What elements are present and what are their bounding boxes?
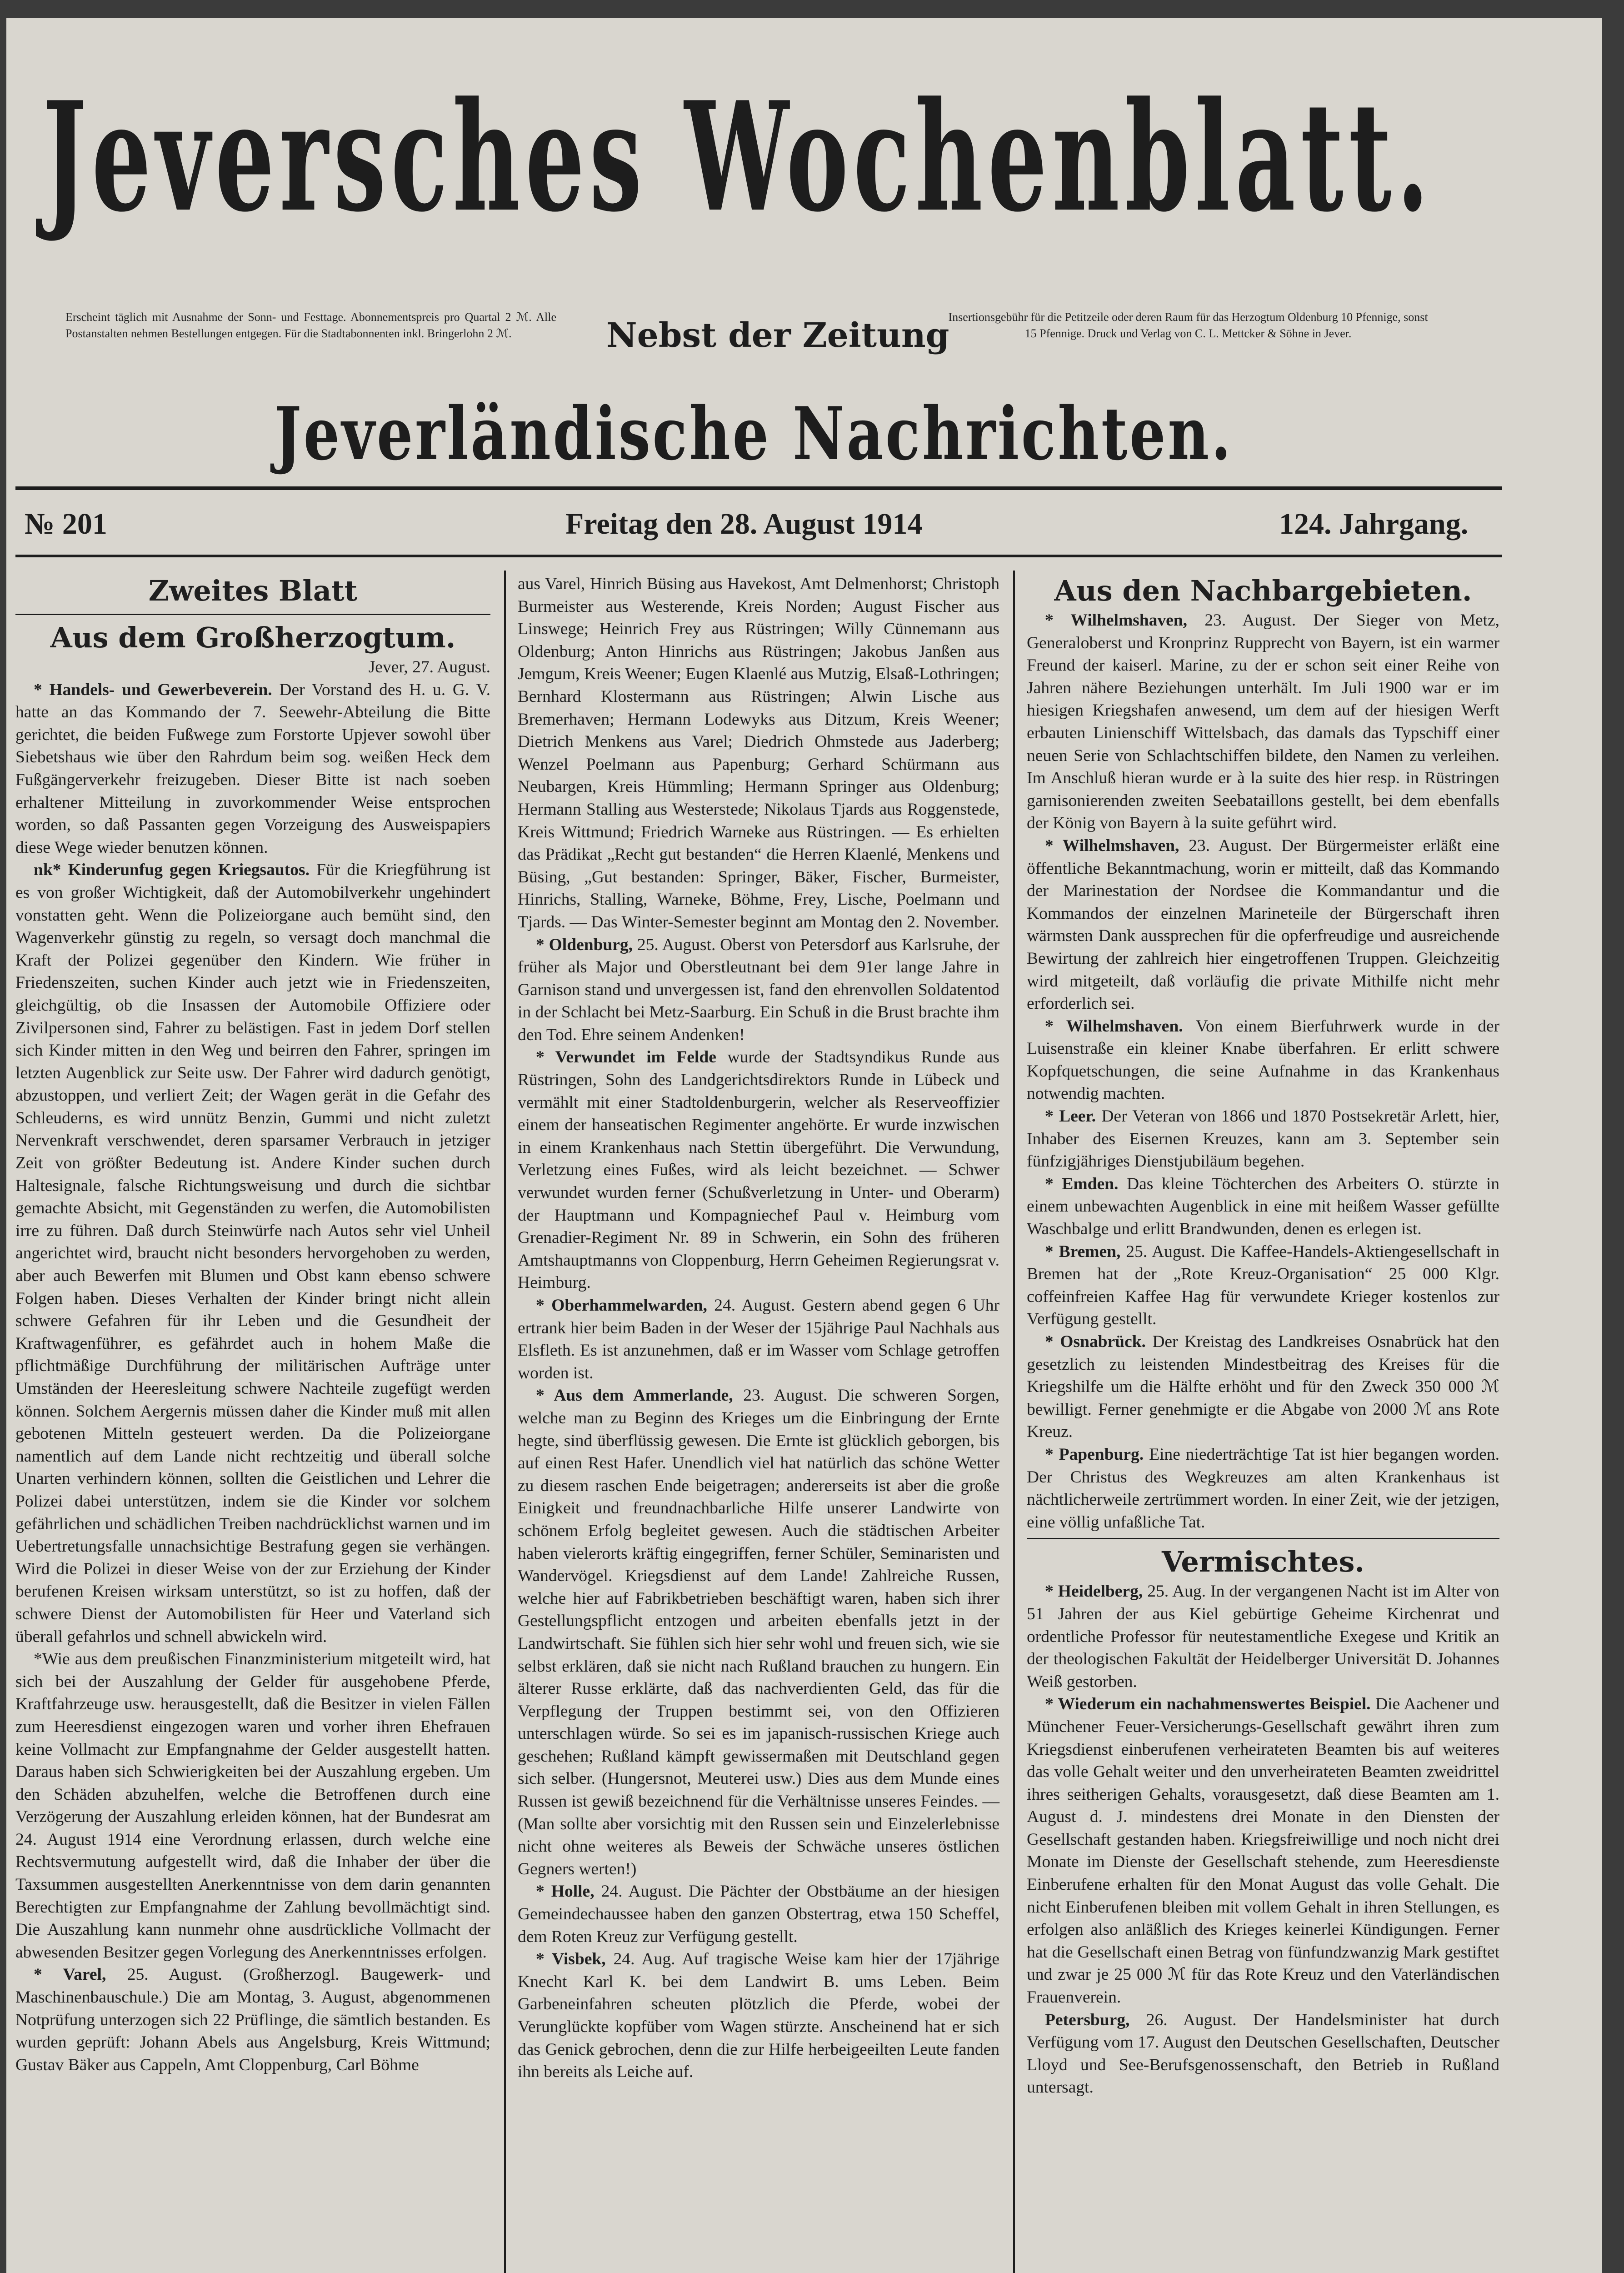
column-1-rule (15, 614, 490, 615)
article-leer: * Leer. Der Veteran von 1866 und 1870 Postsekretär Arlett, hier, Inhaber des Eisernen Kreuzes, kann am 3. September sein fünfzigjähriges Dienstjubiläum begehen. (1027, 1107, 1499, 1171)
masthead-right-info: Insertionsgebühr für die Petitzeile oder deren Raum für das Herzogtum Oldenburg 10 Pfennige, sonst 15 Pfennige. Druck und Verlag von C. L. Mettcker & Söhne in Jever. (948, 310, 1428, 340)
issue-volume: 124. Jahrgang. (1279, 507, 1469, 541)
masthead-rule-top (15, 486, 1502, 490)
issue-number: № 201 (25, 507, 107, 541)
article-beispiel: * Wiederum ein nachahmenswertes Beispiel. Die Aachener und Münchener Feuer-Versicherungs-Gesellschaft gewährt ihren zum Kriegsdienst einberufenen verheirateten Beamten bis auf weiteres das volle Gehalt weiter und den unverheirateten Beamten zweidrittel ihres seitherigen Gehalts, vorausgesetzt, daß diese Beamten am 1. August d. J. mindestens drei Monate in den Diensten der Gesellschaft gestanden haben. Kriegsfreiwillige und noch nicht drei Monate im Dienste der Gesellschaft stehende, zum Heeresdienste Einberufene erhalten für den Monat August das volle Gehalt. Die nicht Einberufenen bleiben mit vollem Gehalt in ihren Stellungen, es erfolgen also anläßlich des Krieges keinerlei Kündigungen. Ferner hat die Gesellschaft einen Betrag von fünfundzwanzig Mark gestiftet und zwar je 25 000 ℳ für das Rote Kreuz und den Vaterländischen Frauenverein. (1027, 1695, 1499, 2007)
article-petersburg: Petersburg, 26. August. Der Handelsminister hat durch Verfügung vom 17. August den Deutschen Gesellschaften, Deutscher Lloyd und See-Berufsgenossenschaft, den Betrieb in Rußland untersagt. (1027, 2010, 1499, 2097)
dateline-jever: Jever, 27. August. (368, 658, 490, 676)
article-wilhelmshaven-3: * Wilhelmshaven. Von einem Bierfuhrwerk wurde in der Luisenstraße ein kleiner Knabe überfahren. Er erlitt schwere Kopfquetschungen, die seine Aufnahme in das Krankenhaus notwendig machten. (1027, 1016, 1499, 1103)
column-divider-1 (504, 571, 506, 2273)
article-wilhelmshaven-1: * Wilhelmshaven, 23. August. Der Sieger von Metz, Generaloberst und Kronprinz Rupprecht von Bayern, ist ein warmer Freund der kaiserl. Marine, zu der er schon seit einer Reihe von Jahren nähere Beziehungen unterhält. Im Juli 1900 war er im hiesigen Kriegshafen anwesend, um dem auf der hiesigen Werft erbauten Linienschiff Wittelsbach, das damals das Typschiff einer neuen Serie von Schlachtschiffen bildete, den Namen zu verleihen. Im Anschluß hieran wurde er à la suite des hier resp. in Rüstringen garnisonierenden zweiten Seebataillons gestellt, bei dem ebenfalls der König von Bayern à la suite geführt wird. (1027, 611, 1500, 833)
section-heading-miscellaneous: Vermischtes. (1162, 1545, 1364, 1579)
article-oldenburg: * Oldenburg, 25. August. Oberst von Petersdorf aus Karlsruhe, der früher als Major und Oberstleutnant bei dem 91er lange Jahre in Garnison stand und unvergessen ist, fand den ehrenvollen Soldatentod in der Schlacht bei Metz-Saarburg. Ein Schuß in die Brust brachte ihm den Tod. Ehre seinem Andenken! (518, 935, 999, 1044)
masthead-title: Jeversches Wochenblatt. (43, 69, 1434, 245)
issue-date: Freitag den 28. August 1914 (565, 507, 923, 541)
column-2 (518, 573, 999, 2083)
masthead-rule-bottom (15, 555, 1502, 557)
article-visbek: * Visbek, 24. Aug. Auf tragische Weise kam hier der 17jährige Knecht Karl K. bei dem Landwirt B. ums Leben. Beim Garbeneinfahren scheuten plötzlich die Pferde, wobei der Verunglückte kopfüber vom Wagen stürzte. Anscheinend hat er sich das Genick gebrochen, denn die zur Hilfe herbeigeeilten Leute fanden ihn bereits als Leiche auf. (518, 1950, 999, 2082)
article-handelsverein: * Handels- und Gewerbeverein. Der Vorstand des H. u. G. V. hatte an das Kommando der 7. Seewehr-Abteilung die Bitte gerichtet, die beiden Fußwege zum Forstorte Upjever sowohl über Siebetshaus wie über den Rahrdum beim sog. weißen Heck dem Fußgängerverkehr freizugeben. Dieser Bitte ist nach soeben erhaltener Mitteilung in zuvorkommender Weise entsprochen worden, so daß Passanten gegen Vorzeigung des Ausweispapiers diese Wege wieder benutzen können. (15, 680, 490, 857)
article-varel-continued: aus Varel, Hinrich Büsing aus Havekost, Amt Delmenhorst; Christoph Burmeister aus Westerende, Kreis Norden; August Fischer aus Linswege; Heinrich Frey aus Rüstringen; Willy Cünnemann aus Oldenburg; Anton Hinrichs aus Rüstringen; Jakobus Janßen aus Jemgum, Kreis Weener; Eugen Klaenlé aus Mutzig, Elsaß-Lothringen; Bernhard Klostermann aus Rüstringen; Alwin Lische aus Bremerhaven; Hermann Lodewyks aus Ditzum, Kreis Weener; Dietrich Menkens aus Varel; Diedrich Ohmstede aus Jaderberg; Wenzel Poelmann aus Papenburg; Gerhard Schürmann aus Neubargen, Kreis Hümmling; Hermann Springer aus Oldenburg; Hermann Stalling aus Westerstede; Nikolaus Tjards aus Roggenstede, Kreis Wittmund; Friedrich Warneke aus Rüstringen. — Es erhielten das Prädikat „Recht gut bestanden“ die Herren Klaenlé, Menkens und Büsing, „Gut bestanden: Springer, Bäker, Fischer, Burmeister, Hinrichs, Stalling, Warneke, Böhme, Frey, Lische, Poelmann und Tjards. — Das Winter-Semester beginnt am Montag den 2. November. (518, 575, 999, 931)
article-ammerland: * Aus dem Ammerlande, 23. August. Die schweren Sorgen, welche man zu Beginn des Krieges um die Einbringung der Ernte hegte, sind überflüssig gewesen. Die Ernte ist glücklich geborgen, bis auf einen Rest Hafer. Unendlich viel hat natürlich das schöne Wetter zu diesem raschen Ende beigetragen; andererseits ist aber die große Einigkeit und freundnachbarliche Hilfe unserer Landwirte von schönem Erfolg begleitet gewesen. Auch die städtischen Arbeiter haben vielerorts kräftig eingegriffen, ferner Schüler, Seminaristen und Wandervögel. Kriegsdienst auf dem Lande! Zahlreiche Russen, welche hier auf Fabrikbetrieben beschäftigt waren, haben sich ihrer Gestellungspflicht entzogen und arbeiten ebenfalls jetzt in der Landwirtschaft. Sie fühlen sich hier sehr wohl und freuen sich, wie sie selbst erklären, daß sie nicht nach Rußland brauchen zu hungern. Ein älterer Russe erklärte, daß das nachverdienten Geld, das für die Verpflegung der Truppen bestimmt sei, von den Offizieren unterschlagen würde. So sei es im japanisch-russischen Kriege auch geschehen; Rußland kämpft gewissermaßen mit Deutschland gegen sich selber. (Hungersnot, Meuterei usw.) Dies aus dem Munde eines Russen ist gewiß bezeichnend für die Verhältnisse unseres Feindes. — (Man sollte aber vorsichtig mit den Russen sein und Einzelerlebnisse nicht ohne weiteres als Beweis der Schwäche unseres östlichen Gegners werten!) (518, 1386, 1000, 1878)
second-sheet-heading: Zweites Blatt (148, 574, 358, 607)
column-3 (1027, 573, 1499, 2099)
article-holle: * Holle, 24. August. Die Pächter der Obstbäume an der hiesigen Gemeindechaussee haben den ganzen Obstertrag, etwa 150 Scheffel, dem Roten Kreuz zur Verfügung gestellt. (518, 1882, 1000, 1946)
article-osnabrueck: * Osnabrück. Der Kreistag des Landkreises Osnabrück hat den gesetzlich zu leistenden Mindestbeitrag des Kreises für die Kriegshilfe um die Hälfte erhöht und für den Zweck 350 000 ℳ bewilligt. Ferner genehmigte er die Abgabe von 2000 ℳ ans Rote Kreuz. (1027, 1332, 1499, 1442)
article-oberhammelwarden: * Oberhammelwarden, 24. August. Gestern abend gegen 6 Uhr ertrank hier beim Baden in der Weser der 15jährige Paul Nachhals aus Elsfleth. Es ist anzunehmen, daß er im Wasser vom Schlage getroffen worden ist. (518, 1296, 1000, 1382)
newspaper-page (6, 18, 1602, 2273)
column-divider-2 (1013, 571, 1015, 2273)
article-auszahlung: *Wie aus dem preußischen Finanzministerium mitgeteilt wird, hat sich bei der Auszahlung der Gelder für ausgehobene Pferde, Kraftfahrzeuge usw. herausgestellt, daß die Besitzer in vielen Fällen zum Heeresdienst eingezogen waren und vorher ihren Ehefrauen keine Vollmacht zur Empfangnahme der Gelder ausgestellt hatten. Daraus haben sich Schwierigkeiten bei der Auszahlung ergeben. Um den Schäden abzuhelfen, welche die Betroffenen durch eine Verzögerung der Auszahlung erleiden können, hat der Bundesrat am 24. August 1914 eine Verordnung erlassen, durch welche eine Rechtsvermutung aufgestellt wird, daß die Inhaber der über die Taxsummen ausgestellten Anerkenntnisse von dem darin genannten Berechtigten zur Empfangnahme der Zahlung bevollmächtigt sind. Die Auszahlung kann nunmehr ohne ausdrückliche Vollmacht der abwesenden Besitzer gegen Vorlegung des Anerkenntnisses erfolgen. (15, 1650, 490, 1962)
article-heidelberg: * Heidelberg, 25. Aug. In der vergangenen Nacht ist im Alter von 51 Jahren der aus Kiel gebürtige Geheime Kirchenrat und ordentliche Professor für neutestamentliche Exegese und Kritik an der theologischen Fakultät der Heidelberger Universität D. Johannes Weiß gestorben. (1027, 1582, 1500, 1691)
article-verwundet: * Verwundet im Felde wurde der Stadtsyndikus Runde aus Rüstringen, Sohn des Landgerichtsdirektors Runde in Lübeck und vermählt mit einer Stadtoldenburgerin, welcher als Reserveoffizier einem der hanseatischen Regimenter angehörte. Er wurde inzwischen in einem Krankenhaus nach Stettin übergeführt. Die Verwundung, Verletzung eines Fußes, wird als leicht bezeichnet. — Schwer verwundet wurden ferner (Schußverletzung in Unter- und Oberarm) der Hauptmann und Kompagniechef Paul v. Heimburg vom Grenadier-Regiment Nr. 89 in Schwerin, ein Sohn des früheren Amtshauptmanns von Cloppenburg, Herrn Geheimen Regierungsrat v. Heimburg. (518, 1048, 1000, 1292)
masthead-subtitle: Jeverländische Nachrichten. (275, 391, 1233, 476)
section-heading-grand-duchy: Aus dem Großherzogtum. (50, 621, 456, 654)
article-wilhelmshaven-2: * Wilhelmshaven, 23. August. Der Bürgermeister erläßt eine öffentliche Bekanntmachung, worin er mitteilt, daß das Kommando der Marinestation der Nordsee die Kommandantur und die Kommandos der einzelnen Marineteile der Bürgerschaft ihren wärmsten Dank aussprechen für die opferfreudige und ausreichende Bewirtung der zahlreich hier eingetroffenen Truppen. Gleichzeitig wird mitgeteilt, daß vorläufig die private Mithilfe nicht mehr erforderlich sei. (1027, 836, 1500, 1013)
masthead-left-info: Erscheint täglich mit Ausnahme der Sonn- und Festtage. Abonnementspreis pro Quartal 2 ℳ. Alle Postanstalten nehmen Bestellungen entgegen. Für die Stadtabonnenten inkl. Bringerlohn 2 ℳ. (65, 310, 556, 340)
section-heading-neighbors: Aus den Nachbargebieten. (1054, 574, 1472, 607)
article-papenburg: * Papenburg. Eine niederträchtige Tat ist hier begangen worden. Der Christus des Wegkreuzes am alten Krankenhaus ist nächtlicherweile zertrümmert worden. In einer Zeit, wie der jetzigen, eine völlig unfaßliche Tat. (1027, 1445, 1499, 1532)
masthead-center-text: Nebst der Zeitung (606, 316, 949, 355)
article-varel: * Varel, 25. August. (Großherzogl. Baugewerk- und Maschinenbauschule.) Die am Montag, 3. August, abgenommenen Notprüfung unterzogen sich 22 Prüflinge, die sämtlich bestanden. Es wurden geprüft: Johann Abels aus Angelsburg, Kreis Wittmund; Gustav Bäker aus Cappeln, Amt Cloppenburg, Carl Böhme (15, 1965, 490, 2074)
article-bremen: * Bremen, 25. August. Die Kaffee-Handels-Aktiengesellschaft in Bremen hat der „Rote Kreuz-Organisation“ 25 000 Klgr. coffeinfreien Kaffee Hag für verwundete Krieger kostenlos zur Verfügung gestellt. (1027, 1242, 1499, 1329)
article-emden: * Emden. Das kleine Töchterchen des Arbeiters O. stürzte in einem unbewachten Augenblick in eine mit heißem Wasser gefüllte Waschbalge und erlitt Brandwunden, denen es erlegen ist. (1027, 1174, 1500, 1239)
article-kinderunfug: nk* Kinderunfug gegen Kriegsautos. Für die Kriegführung ist es von großer Wichtigkeit, daß der Automobilverkehr ungehindert vonstatten geht. Wenn die Polizeiorgane auch bemüht sind, den Wagenverkehr günstig zu regeln, so versagt doch manchmal die Kraft der Polizei gegenüber den Kindern. Wie früher in Friedenszeiten, suchen Kinder auch jetzt wie in Friedenszeiten, gleichgültig, ob die Insassen der Automobile Offiziere oder Zivilpersonen sind, Fahrer zu belästigen. Fast in jedem Dorf stellen sich Kinder mitten in den Weg und beirren den Fahrer, springen im letzten Augenblick zur Seite usw. Der Fahrer wird dadurch genötigt, abzustoppen, und verliert Zeit; der Wagen gerät in die Gefahr des Schleuderns, es wird unnütz Benzin, Gummi und nicht zuletzt Nervenkraft verschwendet, deren sparsamer Verbrauch in jetziger Zeit von größter Bedeutung ist. Andere Kinder suchen durch Haltesignale, falsche Richtungsweisung und durch die sichtbar gemachte Absicht, mit Gegenständen zu werfen, die Automobilisten irre zu führen. Daß durch Steinwürfe nach Autos sehr viel Unheil angerichtet wird, braucht nicht besonders hervorgehoben zu werden, aber auch Bewerfen mit Blumen und Obst kann ebenso schwere Folgen haben. Dieses Verhalten der Kinder bringt nicht allein schwere Gefahren für ihr Leben und die Gesundheit der Kraftwagenführer, es gefährdet auch in hohem Maße die pflichtmäßige Durchführung der militärischen Aufträge unter Umständen der Heeresleitung schwere Nachteile zugefügt werden können. Solchem Aergernis müssen daher die Kinder muß mit allen gebotenen Mitteln gesteuert werden. Da die Polizeiorgane namentlich auf dem Lande nicht rechtzeitig und überall solche Unarten verhindern können, sollten die Geistlichen und Lehrer die Polizei dabei unterstützen, indem sie die Kinder vor solchem gefährlichen und schädlichen Treiben nachdrücklichst warnen und im Uebertretungsfalle unnachsichtige Bestrafung gegen sie verhängen. Wird die Polizei in dieser Weise von der zur Erziehung der Kinder berufenen Kreisen wirksam unterstützt, so ist zu hoffen, daß der schwere Dienst der Automobilisten für Heer und Vaterland sich überall gefahrlos und schnell abwickeln wird. (15, 861, 491, 1646)
column-1 (15, 573, 490, 2076)
column-3-rule (1027, 1538, 1499, 1539)
